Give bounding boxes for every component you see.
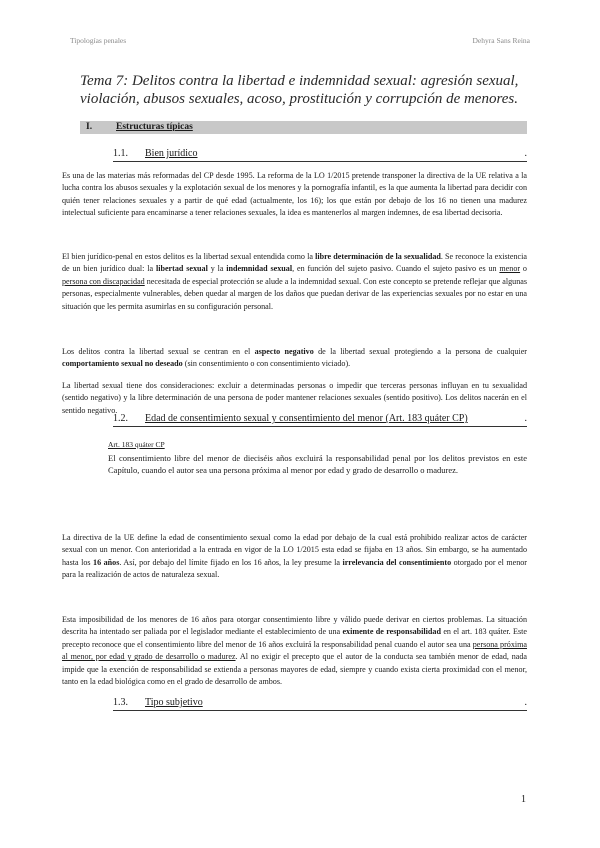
bold-term: comportamiento sexual no deseado — [62, 359, 183, 369]
subheading-label: Bien jurídico — [145, 148, 198, 159]
article-quote — [108, 439, 527, 477]
bold-term: 16 años — [93, 557, 120, 567]
article-text: El consentimiento libre del menor de dieciséis años excluirá la responsabilidad penal por los delitos previstos en este Capítulo, cuando el autor sea una persona próxima al menor por edad y grado de desarrollo o madurez. — [108, 452, 527, 476]
underlined-term: menor — [499, 264, 521, 274]
paragraph-aspecto-negativo: Los delitos contra la libertad sexual se centran en el aspecto negativo de la libertad sexual protegiendo a la persona de cualquier comportamiento sexual no deseado (sin consentimiento o con consentimiento viciado). — [62, 347, 527, 369]
section-number: I. — [86, 122, 93, 132]
running-header-author: Dehyra Sans Reina — [472, 36, 530, 45]
bold-term: eximente de responsabilidad — [342, 627, 441, 637]
paragraph-intro: Es una de las materias más reformadas del CP desde 1995. La reforma de la LO 1/2015 pretende transponer la directiva de la UE relativa a la lucha contra los abusos sexuales y la explotación sexual de los menores y la pornografía infantil, es la que aumenta la libertad para decidir con quién tener relaciones sexuales y a partir de qué edad (actualmente, los 16); los que están por debajo de los 16 no tienen una madurez intelectual suficiente para encaminarse a tener relaciones sexuales, la idea es mantenerlos al margen indemnes, de esa libertad decisoria. — [62, 171, 527, 218]
section-heading-structures — [80, 121, 527, 134]
paragraph-directiva: La directiva de la UE define la edad de consentimiento sexual como la edad por debajo de la cual está prohibido realizar actos de carácter sexual con un menor. Con anterioridad a la entrada en vigor de la LO 1/2015 esta edad se fijaba en 13 años. Sin embargo, se ha aumentado hasta los 16 años. Así, por debajo del límite fijado en los 16 años, la ley presume la irrelevancia del consentimiento otorgado por el menor para la realización de actos de naturaleza sexual. — [62, 533, 527, 580]
page-title: Tema 7: Delitos contra la libertad e indemnidad sexual: agresión sexual, violación, abusos sexuales, acoso, prostitución y corrupción de menores. — [80, 73, 519, 108]
subheading-label: Edad de consentimiento sexual y consentimiento del menor (Art. 183 quáter CP) — [145, 413, 468, 424]
bold-term: indemnidad sexual — [226, 264, 293, 274]
section-label: Estructuras típicas — [116, 122, 193, 132]
bold-term: libre determinación de la sexualidad — [315, 252, 441, 261]
subheading-label: Tipo subjetivo — [145, 697, 203, 708]
paragraph-consideraciones: La libertad sexual tiene dos consideraciones: excluir a determinadas personas o impedir que terceras personas influyan en tu sexualidad (sentido negativo) y la libre determinación de una persona de poder mantener relaciones sexuales (sentido positivo). Los delitos nacerán en el sentido negativo. — [62, 381, 527, 415]
bold-term: irrelevancia del consentimiento — [342, 557, 452, 567]
paragraph-imposibilidad: Esta imposibilidad de los menores de 16 años para otorgar consentimiento libre y válido puede derivar en ciertos problemas. La situación descrita ha intentado ser paliada por el legislador mediante el establecimiento de una eximente de responsabilidad en el art. 183 quáter. Este precepto reconoce que el consentimiento libre del menor de 16 años excluirá la responsabilidad penal cuando el autor sea una persona próxima al menor, por edad y grado de desarrollo o madurez. Al no exigir el precepto que el autor de la conducta sea también menor de edad, nada impide que la exención de responsabilidad se extienda a personas mayores de edad, siempre y cuando exista cierta proximidad con el menor, tanto en la edad biológica como en el grado de desarrollo de ambos. — [62, 615, 528, 687]
article-reference: Art. 183 quáter CP — [108, 440, 165, 449]
subheading-number: 1.1. — [113, 148, 128, 159]
underlined-term: persona próxima al menor, por edad y grado de desarrollo o madurez — [62, 639, 528, 662]
subheading-bien-juridico — [113, 148, 527, 162]
subheading-end: . — [524, 413, 527, 424]
subheading-end: . — [524, 148, 527, 159]
subheading-number: 1.2. — [113, 413, 128, 424]
subheading-tipo-subjetivo — [113, 697, 527, 711]
underlined-term: persona con discapacidad — [62, 276, 145, 286]
subheading-end: . — [524, 697, 527, 708]
subheading-edad-consentimiento — [113, 413, 527, 427]
subheading-number: 1.3. — [113, 697, 128, 708]
paragraph-bien-juridico: El bien jurídico-penal en estos delitos es la libertad sexual entendida como la libre determinación de la sexualidad. Se reconoce la existencia de un bien jurídico dual: la libertad sexual y la indemnidad sexual, en función del sujeto pasivo. Cuando el sujeto pasivo es un menor o persona con discapacidad necesitada de especial protección se alude a la indemnidad sexual. Con este concepto se pretende reflejar que algunas personas, especialmente vulnerables, deben quedar al margen de los daños que puedan derivar de las experiencias sexuales por no estar en una situación que les permita asumirlas en su configuración personal. — [62, 252, 528, 311]
page-number: 1 — [521, 794, 526, 805]
bold-term: aspecto negativo — [254, 347, 314, 356]
running-header-course: Tipologías penales — [70, 36, 127, 45]
bold-term: libertad sexual — [155, 264, 208, 274]
